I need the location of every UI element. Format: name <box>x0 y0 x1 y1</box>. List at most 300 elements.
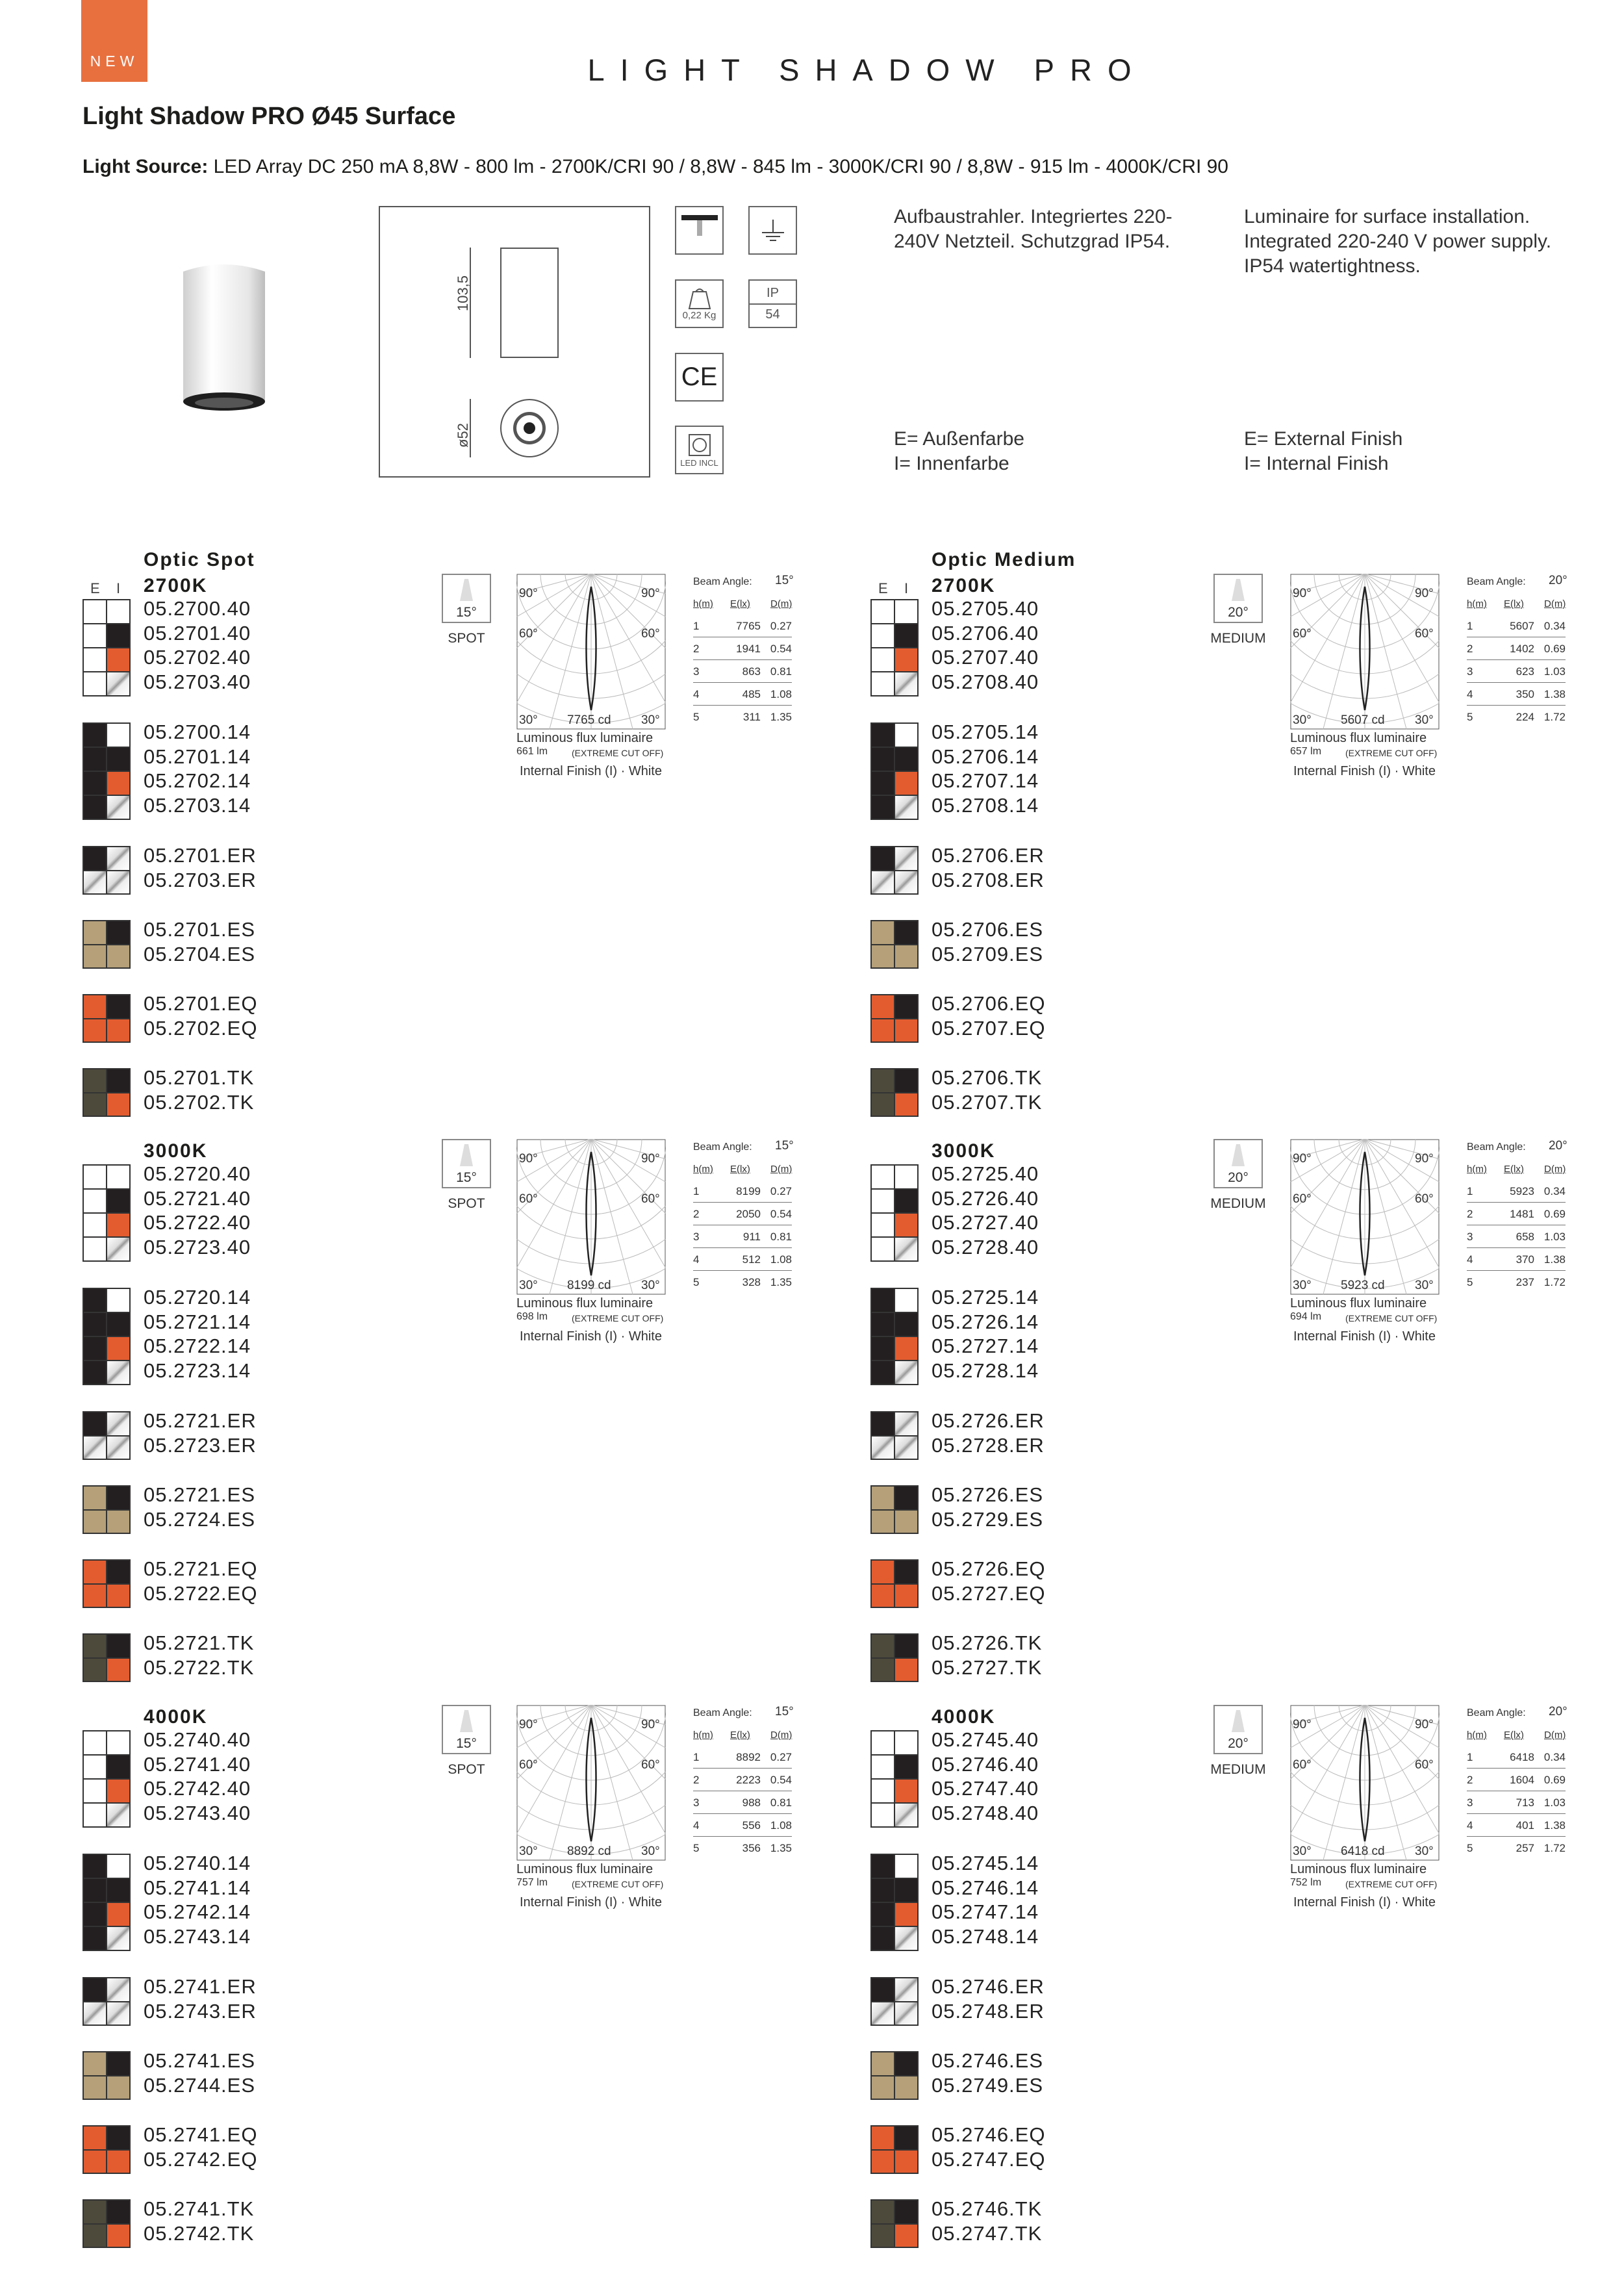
polar-label-60-left: 60° <box>519 627 538 641</box>
swatch-cell <box>107 847 130 871</box>
swatch-cell <box>871 1510 894 1534</box>
swatch-cell <box>83 1312 107 1336</box>
polar-label-90-right: 90° <box>1415 1152 1434 1166</box>
swatch-cell <box>107 1803 130 1827</box>
swatch-cell <box>83 1510 107 1534</box>
article-code: 05.2726.EQ <box>932 1557 1046 1580</box>
article-code: 05.2706.ER <box>932 844 1045 867</box>
swatch-cell <box>83 1361 107 1385</box>
beam-angle-value: 15° <box>775 1705 794 1718</box>
finish-note: Internal Finish (I) · White <box>520 1329 662 1344</box>
table-head-d: D(m) <box>770 1164 793 1175</box>
table-rule <box>693 1836 792 1837</box>
swatch-cell <box>83 1731 107 1755</box>
finish-swatch <box>870 994 919 1043</box>
polar-label-90-right: 90° <box>1415 587 1434 600</box>
table-cell-h: 3 <box>693 665 700 678</box>
optic-type: MEDIUM <box>1210 1196 1266 1211</box>
swatch-cell <box>894 995 918 1019</box>
flux-label: Luminous flux luminaire <box>1290 1862 1427 1876</box>
table-cell-h: 1 <box>693 1751 700 1763</box>
article-code: 05.2726.TK <box>932 1631 1043 1654</box>
article-code: 05.2726.40 <box>932 1186 1039 1210</box>
article-code: 05.2701.ER <box>144 844 257 867</box>
beam-angle-label: Beam Angle: <box>1467 1142 1526 1153</box>
swatch-cell <box>83 1237 107 1261</box>
swatch-cell <box>83 1902 107 1926</box>
swatch-cell <box>83 747 107 771</box>
finish-swatch <box>82 1730 131 1828</box>
table-cell-h: 3 <box>1467 665 1473 678</box>
swatch-cell <box>894 1486 918 1510</box>
article-code: 05.2746.ER <box>932 1975 1045 1998</box>
swatch-cell <box>894 1926 918 1950</box>
article-code: 05.2747.EQ <box>932 2147 1046 2171</box>
polar-label-30-right: 30° <box>641 1845 660 1858</box>
article-code: 05.2707.14 <box>932 769 1039 793</box>
column-title: Optic Medium <box>932 549 1076 570</box>
article-code: 05.2726.14 <box>932 1310 1039 1333</box>
swatch-cell <box>894 921 918 945</box>
finish-swatch <box>870 1977 919 2026</box>
swatch-cell <box>83 1165 107 1189</box>
swatch-cell <box>107 648 130 672</box>
article-code: 05.2721.40 <box>144 1186 251 1210</box>
table-head-h: h(m) <box>1467 1164 1487 1175</box>
finish-swatch <box>870 1288 919 1385</box>
table-head-h: h(m) <box>693 598 713 609</box>
finish-e-label: E <box>90 580 100 596</box>
polar-label-60-right: 60° <box>1415 627 1434 641</box>
peak-intensity: 6418 cd <box>1341 1845 1385 1858</box>
polar-label-60-left: 60° <box>1293 1758 1312 1772</box>
finish-swatch <box>82 2051 131 2100</box>
swatch-cell <box>871 1902 894 1926</box>
table-head-d: D(m) <box>1544 598 1566 609</box>
swatch-cell <box>107 2150 130 2174</box>
article-code: 05.2728.ER <box>932 1433 1045 1457</box>
swatch-cell <box>107 1436 130 1460</box>
swatch-cell <box>894 1510 918 1534</box>
table-cell-e: 237 <box>1516 1276 1534 1288</box>
swatch-cell <box>894 1634 918 1658</box>
swatch-cell <box>107 1336 130 1361</box>
swatch-cell <box>871 1634 894 1658</box>
swatch-cell <box>894 1312 918 1336</box>
table-cell-d: 1.72 <box>1543 1842 1566 1854</box>
finish-swatch <box>82 1485 131 1534</box>
cutoff-label: (EXTREME CUT OFF) <box>1345 748 1438 758</box>
swatch-cell <box>894 1658 918 1682</box>
table-head-h: h(m) <box>1467 1730 1487 1741</box>
article-code: 05.2744.ES <box>144 2073 256 2097</box>
table-cell-d: 1.03 <box>1543 1796 1566 1809</box>
dimension-drawing <box>379 206 650 478</box>
swatch-cell <box>107 1213 130 1237</box>
swatch-cell <box>871 1658 894 1682</box>
article-code: 05.2708.14 <box>932 793 1039 817</box>
table-cell-e: 356 <box>742 1842 761 1854</box>
swatch-cell <box>871 747 894 771</box>
beam-angle-label: Beam Angle: <box>1467 1707 1526 1718</box>
table-cell-d: 0.81 <box>770 1796 792 1809</box>
swatch-cell <box>107 1926 130 1950</box>
swatch-cell <box>894 1902 918 1926</box>
swatch-cell <box>894 1978 918 2002</box>
legend-en-external: E= External Finish <box>1244 428 1403 450</box>
flux-label: Luminous flux luminaire <box>516 1862 653 1876</box>
finish-swatch <box>82 2125 131 2174</box>
article-code: 05.2743.14 <box>144 1924 251 1948</box>
article-code: 05.2705.14 <box>932 721 1039 743</box>
flux-label: Luminous flux luminaire <box>1290 731 1427 745</box>
swatch-cell <box>107 1165 130 1189</box>
swatch-cell <box>107 1412 130 1436</box>
article-code: 05.2725.14 <box>932 1286 1039 1309</box>
finish-swatch <box>870 722 919 820</box>
flux-value: 661 lm <box>516 746 548 757</box>
swatch-cell <box>871 1926 894 1950</box>
table-head-e: E(lx) <box>730 1164 750 1175</box>
swatch-cell <box>83 1658 107 1682</box>
polar-label-30-left: 30° <box>1293 713 1312 727</box>
table-cell-d: 1.35 <box>770 1842 792 1854</box>
peak-intensity: 7765 cd <box>567 713 611 727</box>
article-code: 05.2722.40 <box>144 1211 251 1234</box>
table-cell-e: 5607 <box>1510 620 1534 632</box>
table-head-h: h(m) <box>693 1730 713 1741</box>
swatch-cell <box>894 847 918 871</box>
table-cell-e: 1941 <box>736 643 761 655</box>
table-cell-h: 4 <box>1467 688 1473 700</box>
finish-swatch <box>870 2125 919 2174</box>
cutoff-label: (EXTREME CUT OFF) <box>572 748 664 758</box>
beam-angle-value: 20° <box>1549 574 1567 587</box>
article-code: 05.2707.TK <box>932 1090 1043 1114</box>
swatch-cell <box>871 1361 894 1385</box>
table-cell-e: 658 <box>1516 1231 1534 1243</box>
beam-angle-value: 15° <box>775 574 794 587</box>
ip-label: IP <box>767 285 779 300</box>
finish-swatch <box>870 920 919 969</box>
polar-label-30-right: 30° <box>641 1279 660 1292</box>
swatch-cell <box>894 1213 918 1237</box>
swatch-cell <box>107 1019 130 1043</box>
swatch-cell <box>894 672 918 696</box>
table-cell-d: 1.35 <box>770 711 792 723</box>
swatch-cell <box>894 2002 918 2026</box>
article-code: 05.2743.40 <box>144 1801 251 1824</box>
article-code: 05.2746.40 <box>932 1752 1039 1776</box>
finish-swatch <box>82 920 131 969</box>
swatch-cell <box>894 1436 918 1460</box>
table-cell-d: 0.27 <box>770 620 792 632</box>
polar-label-60-right: 60° <box>641 1192 660 1206</box>
swatch-cell <box>83 1854 107 1878</box>
optic-angle: 20° <box>1228 1170 1249 1185</box>
finish-note: Internal Finish (I) · White <box>1293 1895 1436 1910</box>
finish-swatch <box>82 722 131 820</box>
polar-label-90-left: 90° <box>519 1152 538 1166</box>
finish-note: Internal Finish (I) · White <box>520 764 662 778</box>
swatch-cell <box>871 723 894 747</box>
table-rule <box>1467 1247 1566 1248</box>
polar-label-90-right: 90° <box>641 1152 660 1166</box>
table-cell-h: 2 <box>1467 643 1473 655</box>
article-code: 05.2720.14 <box>144 1286 251 1309</box>
table-cell-d: 1.38 <box>1543 1819 1566 1832</box>
article-code: 05.2700.40 <box>144 597 251 620</box>
swatch-cell <box>83 672 107 696</box>
polar-label-60-right: 60° <box>641 1758 660 1772</box>
article-code: 05.2748.ER <box>932 1999 1045 2023</box>
table-cell-h: 4 <box>693 1253 700 1266</box>
swatch-cell <box>871 1486 894 1510</box>
table-cell-d: 0.81 <box>770 1231 792 1243</box>
swatch-cell <box>871 1093 894 1117</box>
article-code: 05.2747.TK <box>932 2221 1043 2245</box>
table-cell-e: 2223 <box>736 1774 761 1786</box>
swatch-cell <box>894 1165 918 1189</box>
swatch-cell <box>107 921 130 945</box>
article-code: 05.2746.14 <box>932 1876 1039 1899</box>
swatch-cell <box>894 1560 918 1584</box>
finish-swatch <box>870 1485 919 1534</box>
table-rule <box>1467 1813 1566 1814</box>
article-code: 05.2742.EQ <box>144 2147 258 2171</box>
peak-intensity: 8892 cd <box>567 1845 611 1858</box>
article-code: 05.2706.40 <box>932 621 1039 645</box>
swatch-cell <box>871 2200 894 2224</box>
ce-label: CE <box>681 363 718 391</box>
swatch-cell <box>107 1069 130 1093</box>
description-en: Luminaire for surface installation. Integrated 220-240 V power supply. IP54 watertightness. <box>1244 206 1552 277</box>
swatch-cell <box>83 723 107 747</box>
beam-angle-label: Beam Angle: <box>693 1707 752 1718</box>
table-rule <box>1467 1202 1566 1203</box>
finish-swatch <box>82 1164 131 1262</box>
article-code: 05.2741.EQ <box>144 2123 258 2146</box>
swatch-cell <box>107 1634 130 1658</box>
table-cell-d: 1.35 <box>770 1276 792 1288</box>
swatch-cell <box>871 1803 894 1827</box>
table-head-h: h(m) <box>693 1164 713 1175</box>
swatch-cell <box>871 1755 894 1779</box>
legend-de-internal: I= Innenfarbe <box>894 453 1009 474</box>
swatch-cell <box>871 1069 894 1093</box>
table-head-e: E(lx) <box>1504 1164 1524 1175</box>
article-code: 05.2748.40 <box>932 1801 1039 1824</box>
table-cell-h: 5 <box>693 1276 700 1288</box>
finish-swatch <box>870 1730 919 1828</box>
table-cell-e: 8892 <box>736 1751 761 1763</box>
flux-label: Luminous flux luminaire <box>516 1296 653 1310</box>
light-source <box>82 156 1228 178</box>
table-cell-e: 5923 <box>1510 1185 1534 1197</box>
beam-angle-value: 20° <box>1549 1139 1567 1153</box>
article-code: 05.2702.40 <box>144 646 251 669</box>
diameter-dimension: ø52 <box>455 423 471 448</box>
swatch-cell <box>83 1189 107 1213</box>
swatch-cell <box>894 2150 918 2174</box>
article-code: 05.2721.EQ <box>144 1557 258 1580</box>
swatch-cell <box>107 1978 130 2002</box>
swatch-cell <box>107 1510 130 1534</box>
flux-value: 694 lm <box>1290 1311 1322 1322</box>
article-code: 05.2724.ES <box>144 1507 256 1531</box>
table-rule <box>1467 1836 1566 1837</box>
polar-label-30-right: 30° <box>641 713 660 727</box>
swatch-cell <box>894 1237 918 1261</box>
table-rule <box>1467 682 1566 683</box>
article-code: 05.2727.EQ <box>932 1581 1046 1605</box>
swatch-cell <box>894 871 918 895</box>
color-temperature: 3000K <box>932 1140 996 1162</box>
article-code: 05.2742.TK <box>144 2221 255 2245</box>
article-code: 05.2742.40 <box>144 1777 251 1800</box>
article-code: 05.2729.ES <box>932 1507 1044 1531</box>
table-cell-d: 1.72 <box>1543 1276 1566 1288</box>
article-code: 05.2704.ES <box>144 942 256 965</box>
swatch-cell <box>871 995 894 1019</box>
polar-label-30-right: 30° <box>1415 713 1434 727</box>
swatch-cell <box>871 1560 894 1584</box>
swatch-cell <box>107 624 130 648</box>
swatch-cell <box>107 1093 130 1117</box>
table-cell-d: 1.03 <box>1543 1231 1566 1243</box>
finish-swatch <box>870 2051 919 2100</box>
swatch-cell <box>871 1165 894 1189</box>
finish-swatch <box>870 1854 919 1951</box>
finish-swatch <box>82 1288 131 1385</box>
table-rule <box>1467 659 1566 660</box>
swatch-cell <box>107 1189 130 1213</box>
article-code: 05.2747.14 <box>932 1900 1039 1924</box>
finish-swatch <box>82 994 131 1043</box>
finish-swatch <box>82 599 131 696</box>
table-cell-d: 0.34 <box>1543 1751 1566 1763</box>
article-code: 05.2720.40 <box>144 1162 251 1185</box>
article-code: 05.2745.14 <box>932 1852 1039 1874</box>
color-temperature: 3000K <box>144 1140 208 1162</box>
legend-en-internal: I= Internal Finish <box>1244 453 1389 474</box>
optic-type: SPOT <box>448 1762 485 1777</box>
article-code: 05.2700.14 <box>144 721 251 743</box>
table-cell-h: 2 <box>693 1774 700 1786</box>
swatch-cell <box>107 1288 130 1312</box>
table-cell-e: 2050 <box>736 1208 761 1220</box>
swatch-cell <box>871 1436 894 1460</box>
article-code: 05.2721.ES <box>144 1483 256 1506</box>
polar-label-30-left: 30° <box>519 713 538 727</box>
table-cell-h: 2 <box>1467 1774 1473 1786</box>
article-code: 05.2707.EQ <box>932 1016 1046 1040</box>
flux-value: 752 lm <box>1290 1877 1322 1888</box>
article-code: 05.2721.ER <box>144 1409 257 1432</box>
color-temperature: 2700K <box>932 575 996 596</box>
table-cell-d: 0.54 <box>770 643 792 655</box>
table-rule <box>693 1768 792 1769</box>
table-head-d: D(m) <box>770 1730 793 1741</box>
light-source-text: LED Array DC 250 mA 8,8W - 800 lm - 2700K/CRI 90 / 8,8W - 845 lm - 3000K/CRI 90 / 8,8W - 915 lm - 4000K/CRI 90 <box>208 156 1228 177</box>
finish-swatch <box>870 599 919 696</box>
table-head-e: E(lx) <box>1504 1730 1524 1741</box>
article-code: 05.2707.40 <box>932 646 1039 669</box>
polar-label-90-left: 90° <box>519 587 538 600</box>
polar-label-90-left: 90° <box>519 1718 538 1731</box>
table-cell-e: 556 <box>742 1819 761 1832</box>
optic-angle: 15° <box>456 1736 477 1751</box>
article-code: 05.2701.TK <box>144 1066 255 1089</box>
beam-angle-label: Beam Angle: <box>693 576 752 587</box>
article-code: 05.2709.ES <box>932 942 1044 965</box>
swatch-cell <box>871 945 894 969</box>
swatch-cell <box>894 795 918 819</box>
table-cell-h: 1 <box>1467 1751 1473 1763</box>
swatch-cell <box>894 1878 918 1902</box>
optic-type: SPOT <box>448 631 485 646</box>
swatch-cell <box>83 847 107 871</box>
cutoff-label: (EXTREME CUT OFF) <box>1345 1313 1438 1323</box>
swatch-cell <box>107 1312 130 1336</box>
table-cell-d: 0.69 <box>1543 1208 1566 1220</box>
table-cell-e: 485 <box>742 688 761 700</box>
swatch-cell <box>107 1584 130 1608</box>
article-code: 05.2727.14 <box>932 1335 1039 1358</box>
swatch-cell <box>107 2200 130 2224</box>
swatch-cell <box>894 2200 918 2224</box>
swatch-cell <box>107 1560 130 1584</box>
table-cell-h: 5 <box>1467 1842 1473 1854</box>
swatch-cell <box>83 1336 107 1361</box>
swatch-cell <box>83 624 107 648</box>
swatch-cell <box>871 2150 894 2174</box>
new-badge: NEW <box>81 0 147 82</box>
optic-angle: 20° <box>1228 1736 1249 1751</box>
polar-label-60-right: 60° <box>1415 1192 1434 1206</box>
legend-de-external: E= Außenfarbe <box>894 428 1024 450</box>
article-code: 05.2722.14 <box>144 1335 251 1358</box>
swatch-cell <box>83 1412 107 1436</box>
table-cell-e: 1402 <box>1510 643 1534 655</box>
article-code: 05.2728.40 <box>932 1235 1039 1258</box>
table-cell-h: 5 <box>693 1842 700 1854</box>
swatch-cell <box>894 2052 918 2076</box>
polar-label-30-right: 30° <box>1415 1845 1434 1858</box>
led-included-icon <box>675 426 724 474</box>
table-cell-h: 1 <box>693 620 700 632</box>
article-code: 05.2706.EQ <box>932 992 1046 1015</box>
swatch-cell <box>83 1926 107 1950</box>
table-cell-e: 370 <box>1516 1253 1534 1266</box>
table-cell-e: 7765 <box>736 620 761 632</box>
table-cell-d: 0.34 <box>1543 1185 1566 1197</box>
fixture-image <box>175 259 273 415</box>
cutoff-label: (EXTREME CUT OFF) <box>572 1879 664 1889</box>
table-cell-e: 863 <box>742 665 761 678</box>
table-cell-d: 1.38 <box>1543 688 1566 700</box>
swatch-cell <box>894 1779 918 1803</box>
swatch-cell <box>83 1584 107 1608</box>
swatch-cell <box>894 1189 918 1213</box>
finish-e-label: E <box>878 580 888 596</box>
swatch-cell <box>107 2002 130 2026</box>
swatch-cell <box>871 2076 894 2100</box>
article-code: 05.2742.14 <box>144 1900 251 1924</box>
article-code: 05.2726.ER <box>932 1409 1045 1432</box>
swatch-cell <box>894 771 918 795</box>
table-cell-d: 1.08 <box>770 688 792 700</box>
